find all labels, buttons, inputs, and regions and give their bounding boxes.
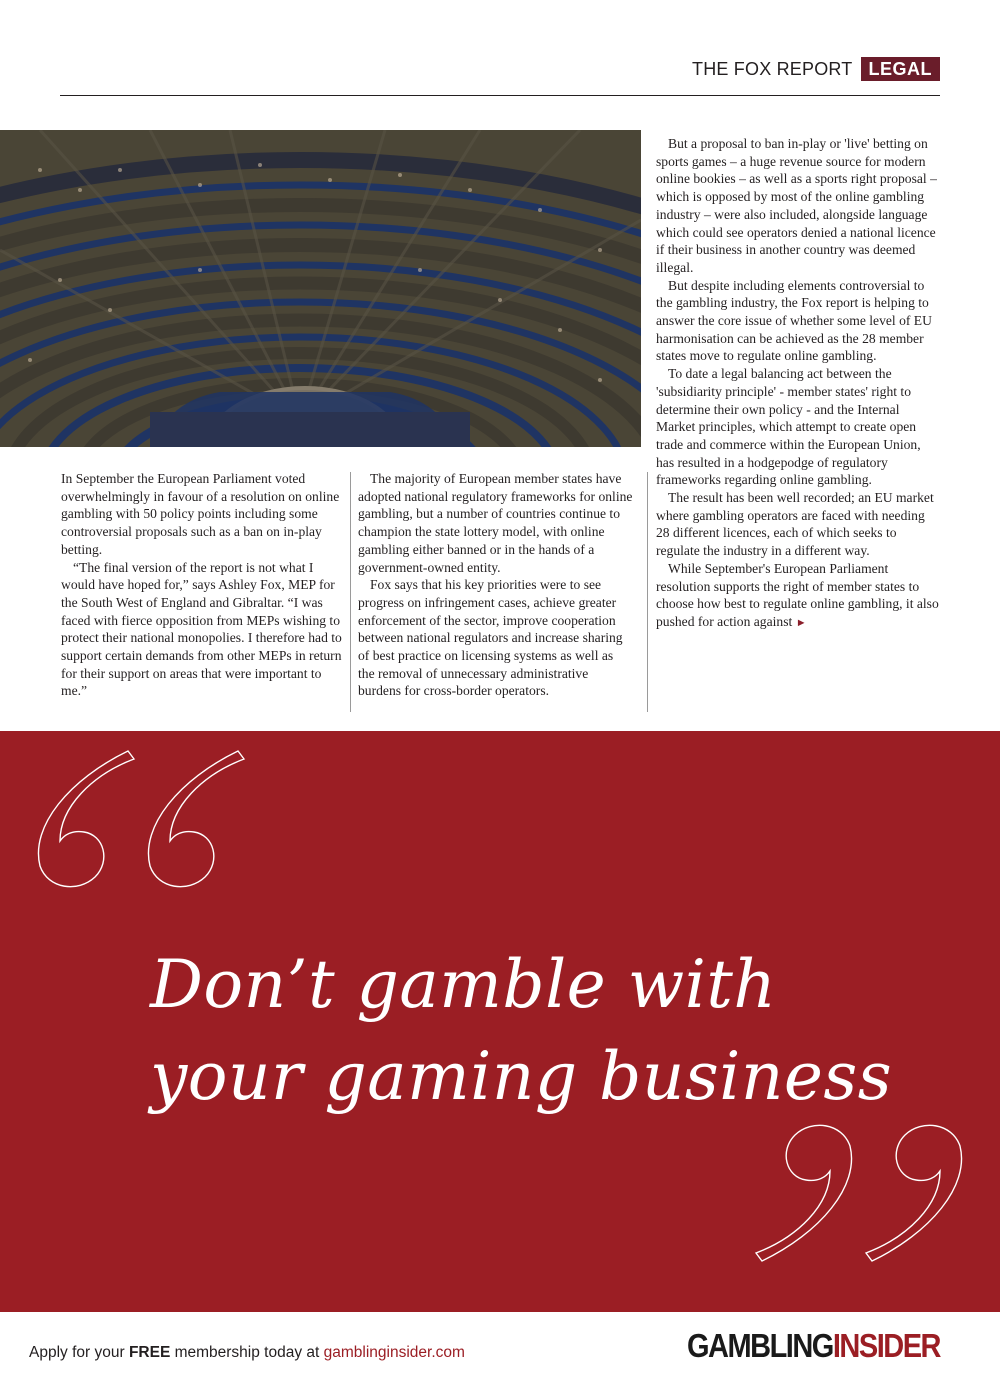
paragraph: But despite including elements controversial to the gambling industry, the Fox report is helping to answer the core issue of whether some level of EU harmonisation can be achieved as the 28 member states move to regulate online gambling. xyxy=(656,277,932,364)
paragraph: The result has been well recorded; an EU market where gambling operators are faced with needing 28 different licences, each of which seeks to regulate the industry in a different way. xyxy=(656,490,934,559)
pull-quote xyxy=(150,939,970,1123)
article-column-2 xyxy=(358,470,633,700)
paragraph xyxy=(656,560,941,633)
open-quote-icon xyxy=(38,751,244,887)
column-divider xyxy=(647,472,648,712)
section-title: THE FOX REPORT xyxy=(692,58,853,79)
footer-free: FREE xyxy=(128,1344,171,1361)
footer-prefix: Apply for your xyxy=(29,1344,129,1361)
pull-quote-panel xyxy=(0,731,1000,1312)
paragraph: To date a legal balancing act between the 'subsidiarity principle' - member states' right to determine their own policy - and the Internal Market principles, which attempt to create open trade and commerce within the European Union, has resulted in a hodgepodge of regulatory frameworks regarding online gambling. xyxy=(656,366,921,488)
paragraph: But a proposal to ban in-play or 'live' betting on sports games – a huge revenue source for modern online bookies – as well as a sports right proposal – which is opposed by most of the online gambling industry – were also included, alongside language which could see operators denied a national licence if their business in another country was deemed illegal. xyxy=(656,136,937,275)
gambling-insider-logo xyxy=(687,1328,940,1366)
parliament-photo xyxy=(0,130,641,447)
paragraph: In September the European Parliament voted overwhelmingly in favour of a resolution on online gambling with 50 policy points including some controversial proposals such as a ban on in-play betting. xyxy=(61,471,340,557)
continue-arrow-icon: ► xyxy=(795,616,807,629)
close-quote-icon xyxy=(756,1125,962,1261)
footer-url-link[interactable]: gamblinginsider.com xyxy=(323,1344,465,1361)
column-divider xyxy=(350,472,351,712)
pull-quote-line: your gaming business xyxy=(150,1038,893,1115)
paragraph-text: While September's European Parliament resolution supports the right of member states to choose how best to regulate online gambling, it also pushed for action against xyxy=(656,560,939,629)
paragraph: “The final version of the report is not what I would have hoped for,” says Ashley Fox, MEP for the South West of England and Gibraltar. “I was faced with fierce opposition from MEPs wishing to protect their national monopolies. I therefore had to support certain demands from other MEPs in return for their support on areas that were important to me.” xyxy=(61,559,342,699)
footer-cta xyxy=(29,1344,465,1362)
page-header xyxy=(692,57,940,81)
paragraph: Fox says that his key priorities were to see progress on infringement cases, achieve greater enforcement of the sector, improve cooperation between national regulators and increase sharing of best practice on licensing systems as well as the removal of unnecessary administrative burdens for cross-border operators. xyxy=(358,577,623,699)
article-column-3 xyxy=(656,135,941,633)
pull-quote-line: Don’t gamble with xyxy=(150,946,777,1023)
paragraph: The majority of European member states have adopted national regulatory frameworks for online gambling, but a number of countries continue to champion the state lottery model, with online gambling either banned or in the hands of a government-owned entity. xyxy=(358,471,633,575)
header-rule xyxy=(60,95,940,96)
section-tag: LEGAL xyxy=(861,57,941,81)
logo-part-1: GAMBLING xyxy=(686,1328,833,1365)
footer-middle: membership today at xyxy=(170,1344,324,1361)
logo-part-2: INSIDER xyxy=(832,1328,940,1365)
parliament-illustration xyxy=(0,130,641,447)
article-column-1 xyxy=(61,470,343,700)
